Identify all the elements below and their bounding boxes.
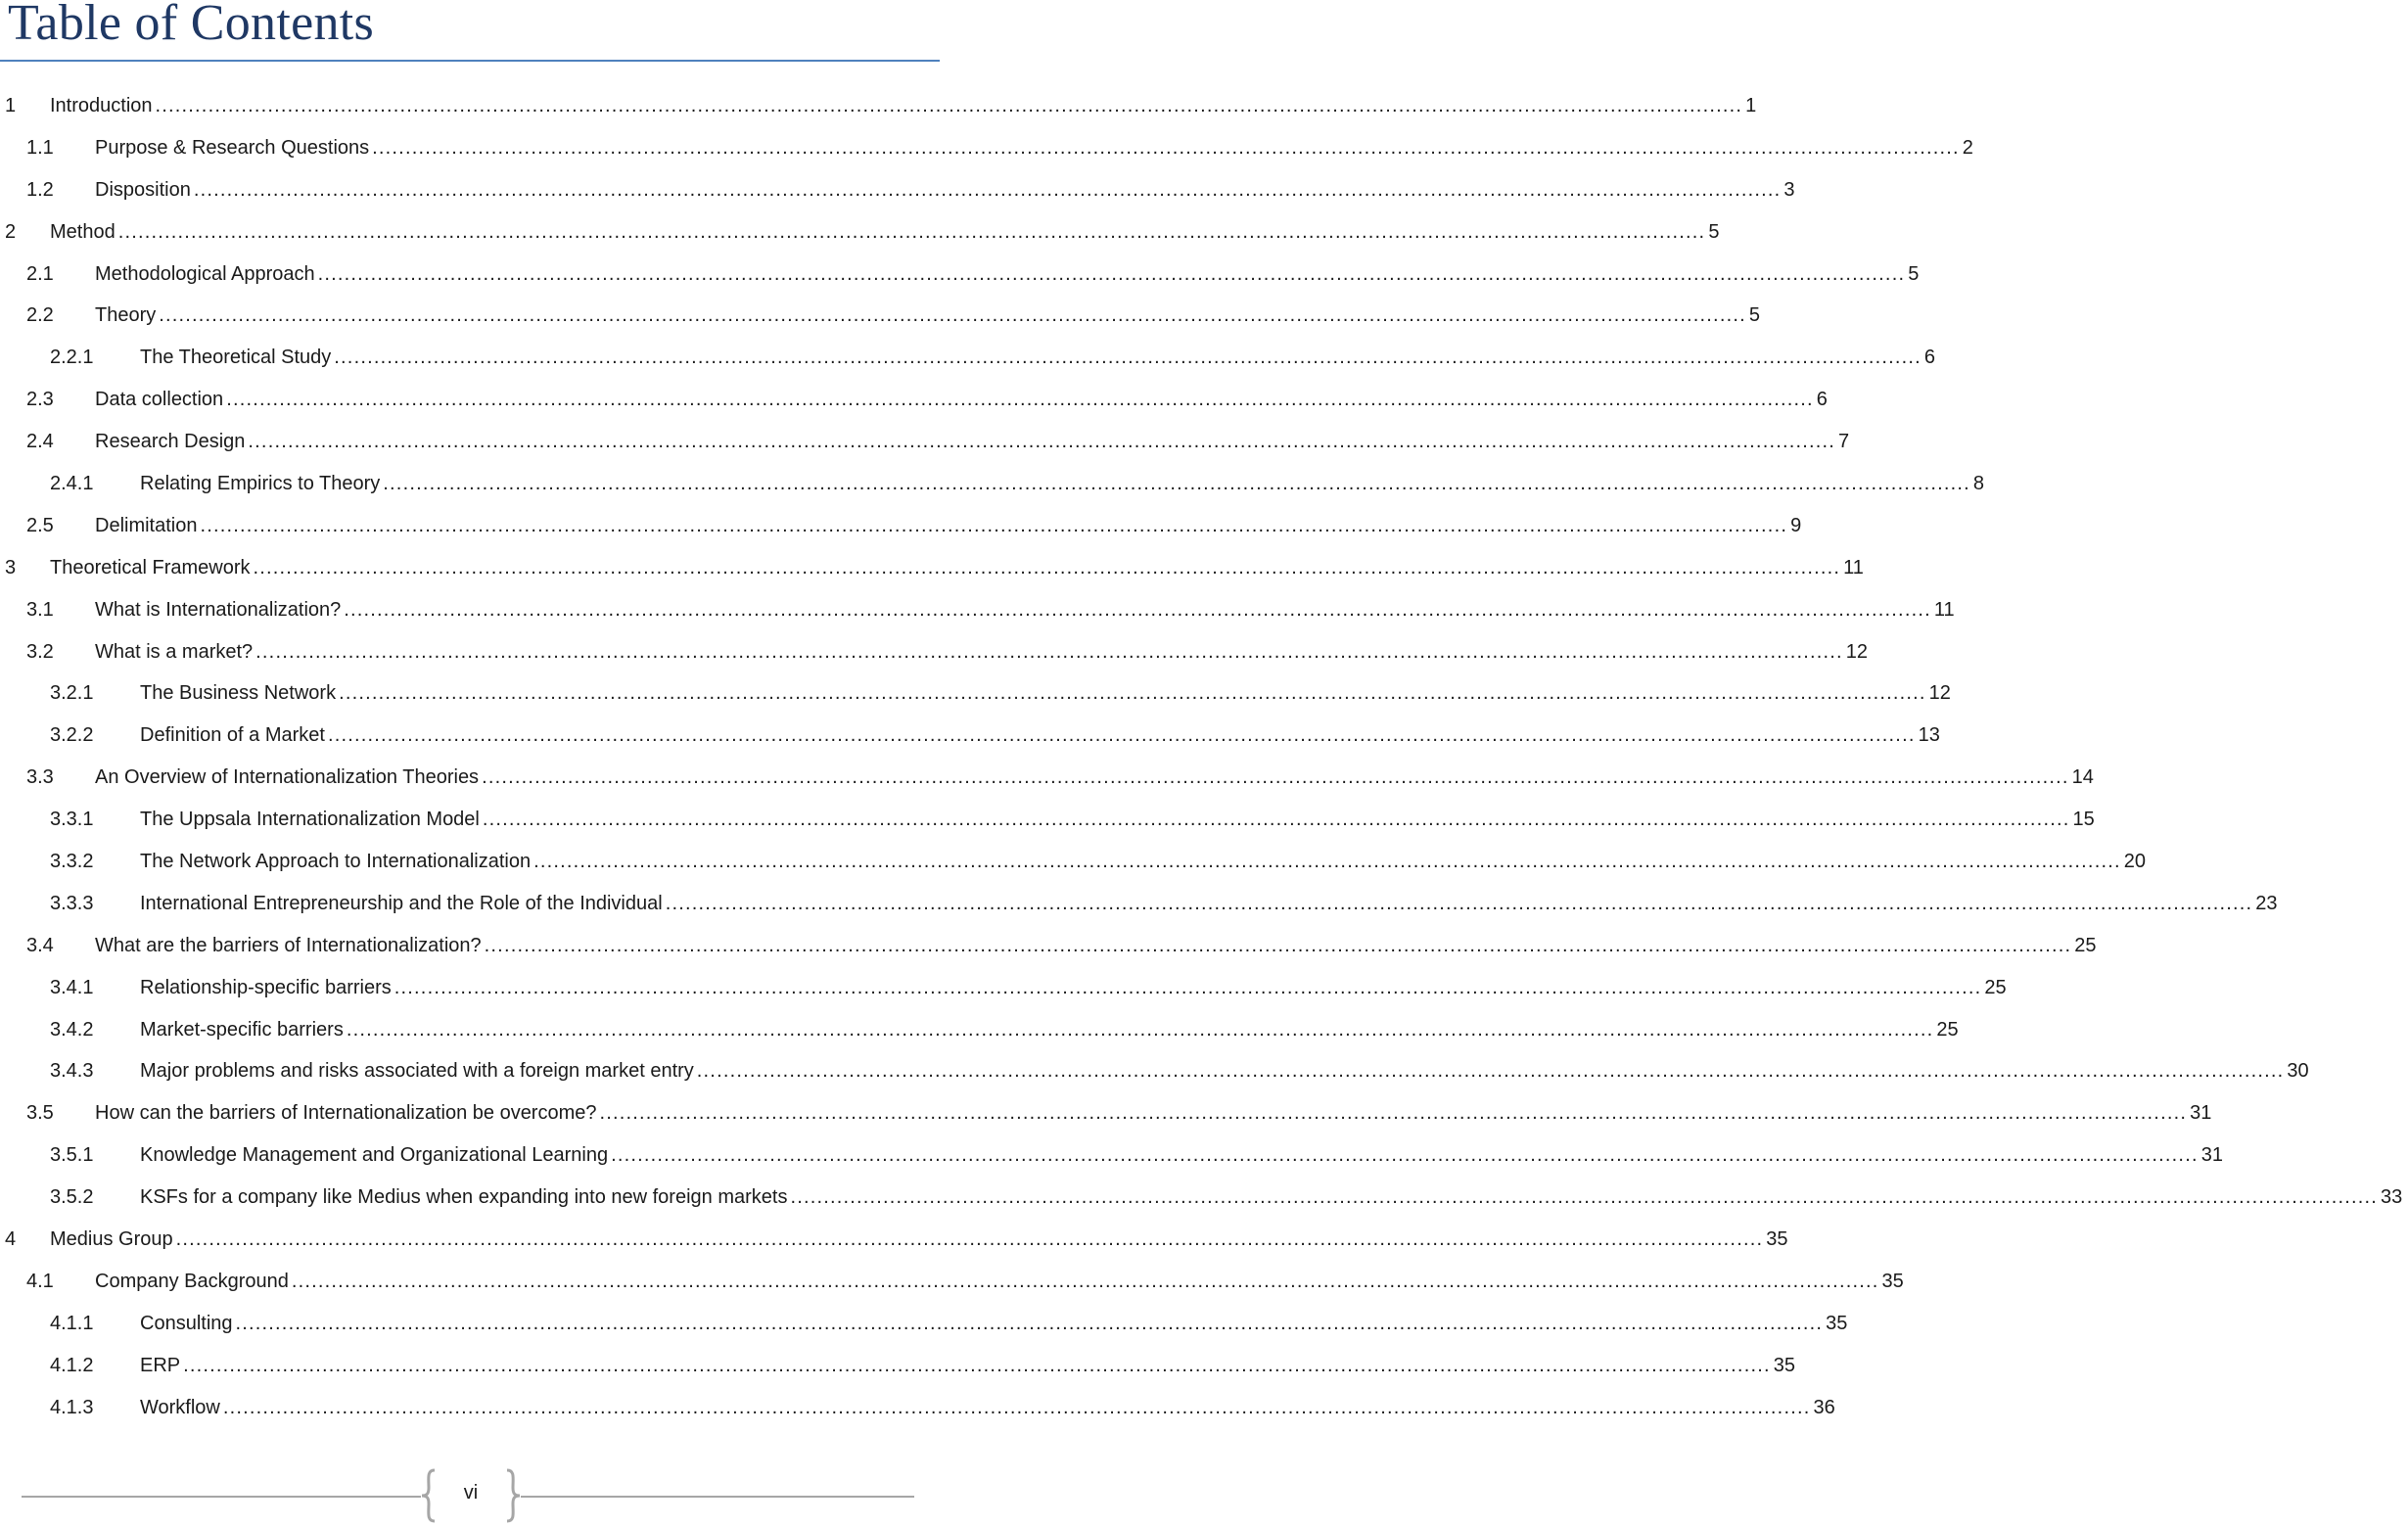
toc-entry-page: 30 — [2287, 1060, 2309, 1083]
dot-leader — [347, 1009, 1934, 1051]
toc-entry-number: 2.2.1 — [50, 347, 94, 369]
page-footer — [0, 1468, 940, 1527]
toc-entry-page: 6 — [1923, 347, 1936, 369]
toc-entry-page: 25 — [1984, 976, 2007, 998]
toc-entry-number: 3.1 — [26, 598, 54, 621]
toc-entry-page: 1 — [1745, 95, 1757, 116]
toc-entry[interactable] — [0, 967, 2007, 1009]
toc-entry[interactable] — [0, 85, 1757, 127]
toc-entry-number: 1 — [5, 95, 17, 116]
toc-list — [0, 85, 2403, 1429]
toc-entry[interactable] — [0, 757, 2094, 799]
toc-entry-number: 4.1.1 — [50, 1312, 94, 1334]
toc-entry-number: 3.4.3 — [50, 1060, 94, 1083]
toc-entry-title: Workflow — [140, 1396, 220, 1418]
toc-entry[interactable] — [0, 295, 1760, 337]
left-brace-icon — [419, 1468, 439, 1523]
dot-leader — [790, 1177, 2378, 1219]
toc-entry-title: International Entrepreneurship and the Role of the Individual — [140, 892, 663, 914]
toc-entry[interactable] — [0, 211, 1720, 254]
dot-leader — [372, 127, 1960, 169]
toc-entry[interactable] — [0, 1134, 2223, 1177]
toc-entry-page: 5 — [1748, 304, 1760, 327]
toc-entry[interactable] — [0, 925, 2097, 967]
toc-entry-page: 35 — [1766, 1228, 1788, 1251]
toc-entry-page: 11 — [1843, 556, 1864, 578]
toc-entry[interactable] — [0, 127, 1973, 169]
toc-entry-page: 13 — [1918, 724, 1940, 747]
toc-entry-title: The Theoretical Study — [140, 347, 332, 369]
toc-entry-title: Market-specific barriers — [140, 1018, 344, 1041]
dot-leader — [200, 505, 1787, 547]
toc-entry[interactable] — [0, 1219, 1788, 1261]
toc-entry-page: 2 — [1962, 136, 1973, 159]
dot-leader — [194, 169, 1782, 211]
toc-entry-title: KSFs for a company like Medius when expanding into new foreign markets — [140, 1186, 788, 1209]
dot-leader — [226, 379, 1814, 421]
toc-entry[interactable] — [0, 421, 1850, 463]
toc-entry[interactable] — [0, 1177, 2403, 1219]
toc-entry-page: 5 — [1708, 220, 1720, 243]
dot-leader — [383, 463, 1970, 505]
dot-leader — [328, 715, 1916, 757]
toc-entry-number: 2.5 — [26, 514, 54, 536]
dot-leader — [183, 1345, 1771, 1387]
toc-entry-title: Definition of a Market — [140, 724, 325, 747]
toc-entry-page: 33 — [2381, 1186, 2403, 1209]
toc-entry-title: An Overview of Internationalization Theories — [95, 766, 480, 789]
toc-entry[interactable] — [0, 1345, 1795, 1387]
toc-entry-page: 15 — [2072, 809, 2095, 831]
toc-entry-title: Method — [50, 220, 116, 243]
toc-entry-page: 8 — [1972, 473, 1985, 495]
toc-entry-title: How can the barriers of Internationalization be overcome? — [95, 1102, 597, 1125]
dot-leader — [483, 799, 2070, 841]
title-underline — [0, 60, 940, 62]
footer-rule-right — [521, 1496, 914, 1498]
toc-entry-number: 3.2 — [26, 640, 54, 663]
toc-entry[interactable] — [0, 589, 1955, 631]
toc-entry-page: 35 — [1881, 1270, 1904, 1292]
toc-entry-number: 3.3.2 — [50, 851, 94, 873]
dot-leader — [344, 589, 1931, 631]
toc-entry-page: 7 — [1838, 431, 1850, 453]
dot-leader — [611, 1134, 2199, 1177]
toc-entry-title: ERP — [140, 1354, 181, 1376]
toc-entry[interactable] — [0, 883, 2278, 925]
toc-entry-number: 4.1.2 — [50, 1354, 94, 1376]
toc-entry-title: The Business Network — [140, 682, 337, 705]
toc-entry-page: 5 — [1908, 262, 1920, 285]
dot-leader — [292, 1261, 1879, 1303]
toc-entry[interactable] — [0, 1092, 2212, 1134]
toc-entry-number: 2.2 — [26, 304, 54, 327]
dot-leader — [248, 421, 1835, 463]
toc-entry[interactable] — [0, 254, 1920, 296]
toc-entry-number: 3.3.3 — [50, 892, 94, 914]
toc-entry-title: What is a market? — [95, 640, 254, 663]
toc-entry-page: 25 — [1936, 1018, 1959, 1041]
dot-leader — [666, 883, 2253, 925]
toc-entry-title: Theoretical Framework — [50, 556, 251, 578]
toc-entry[interactable] — [0, 715, 1940, 757]
toc-entry-title: Relating Empirics to Theory — [140, 473, 381, 495]
toc-entry-title: Knowledge Management and Organizational Learning — [140, 1144, 609, 1167]
dot-leader — [236, 1303, 1824, 1345]
toc-entry-page: 3 — [1783, 178, 1795, 201]
toc-entry-page: 23 — [2255, 892, 2278, 914]
toc-entry-title: Methodological Approach — [95, 262, 315, 285]
toc-entry[interactable] — [0, 337, 1936, 379]
toc-entry-title: The Network Approach to Internationalization — [140, 851, 532, 873]
toc-entry-number: 4.1.3 — [50, 1396, 94, 1418]
toc-entry-number: 2.3 — [26, 389, 54, 411]
toc-entry-page: 20 — [2123, 851, 2146, 873]
toc-entry[interactable] — [0, 505, 1802, 547]
dot-leader — [533, 841, 2121, 883]
toc-entry[interactable] — [0, 672, 1951, 715]
toc-entry-title: What is Internationalization? — [95, 598, 342, 621]
toc-entry-title: Theory — [95, 304, 157, 327]
toc-entry-number: 3 — [5, 556, 17, 578]
toc-entry-number: 1.2 — [26, 178, 54, 201]
toc-entry-number: 3.5.2 — [50, 1186, 94, 1209]
toc-entry-page: 31 — [2190, 1102, 2212, 1125]
toc-entry-title: Data collection — [95, 389, 224, 411]
toc-entry-number: 3.2.1 — [50, 682, 94, 705]
dot-leader — [334, 337, 1922, 379]
dot-leader — [255, 631, 1843, 673]
toc-entry-page: 35 — [1773, 1354, 1795, 1376]
dot-leader — [482, 757, 2069, 799]
toc-entry-number: 4.1 — [26, 1270, 54, 1292]
toc-entry-page: 14 — [2071, 766, 2094, 789]
toc-entry-page: 12 — [1928, 682, 1951, 705]
toc-entry[interactable] — [0, 547, 1864, 589]
toc-entry[interactable] — [0, 631, 1869, 673]
toc-entry-number: 3.5 — [26, 1102, 54, 1125]
toc-entry[interactable] — [0, 1387, 1835, 1429]
toc-entry-page: 31 — [2200, 1144, 2223, 1167]
dot-leader — [485, 925, 2072, 967]
toc-entry-title: Purpose & Research Questions — [95, 136, 370, 159]
toc-entry[interactable] — [0, 169, 1795, 211]
toc-entry-title: Consulting — [140, 1312, 233, 1334]
toc-entry-page: 25 — [2074, 934, 2097, 956]
toc-entry-page: 9 — [1790, 514, 1802, 536]
toc-entry-title: Major problems and risks associated with a foreign market entry — [140, 1060, 694, 1083]
toc-entry-page: 11 — [1933, 598, 1955, 621]
toc-entry-title: Delimitation — [95, 514, 198, 536]
toc-entry[interactable] — [0, 799, 2095, 841]
dot-leader — [159, 295, 1746, 337]
toc-entry[interactable] — [0, 463, 1985, 505]
page-number: vi — [463, 1482, 479, 1504]
toc-entry-number: 2 — [5, 220, 17, 243]
dot-leader — [697, 1050, 2285, 1092]
dot-leader — [176, 1219, 1764, 1261]
dot-leader — [394, 967, 1982, 1009]
toc-entry-title: Introduction — [50, 95, 153, 116]
dot-leader — [156, 85, 1743, 127]
toc-entry-number: 3.4 — [26, 934, 54, 956]
toc-entry-number: 3.3 — [26, 766, 54, 789]
footer-rule-left — [22, 1496, 421, 1498]
toc-entry[interactable] — [0, 1303, 1848, 1345]
toc-entry-title: Disposition — [95, 178, 191, 201]
toc-entry-page: 12 — [1845, 640, 1869, 663]
toc-entry-title: Medius Group — [50, 1228, 173, 1251]
toc-entry-number: 2.1 — [26, 262, 54, 285]
toc-entry-number: 2.4 — [26, 431, 54, 453]
toc-entry-number: 2.4.1 — [50, 473, 94, 495]
toc-entry-page: 35 — [1826, 1312, 1848, 1334]
toc-entry-page: 36 — [1813, 1396, 1835, 1418]
toc-entry-title: Company Background — [95, 1270, 289, 1292]
toc-entry[interactable] — [0, 1009, 1959, 1051]
toc-entry-title: What are the barriers of Internationalization? — [95, 934, 482, 956]
toc-entry[interactable] — [0, 841, 2146, 883]
toc-entry-title: Research Design — [95, 431, 246, 453]
toc-entry-number: 4 — [5, 1228, 17, 1251]
dot-leader — [600, 1092, 2188, 1134]
toc-entry-number: 3.5.1 — [50, 1144, 94, 1167]
toc-entry[interactable] — [0, 379, 1828, 421]
dot-leader — [339, 672, 1926, 715]
right-brace-icon — [503, 1468, 523, 1523]
toc-entry[interactable] — [0, 1050, 2309, 1092]
dot-leader — [223, 1387, 1811, 1429]
dot-leader — [254, 547, 1841, 589]
toc-entry-number: 3.4.2 — [50, 1018, 94, 1041]
dot-leader — [118, 211, 1706, 254]
toc-entry-title: Relationship-specific barriers — [140, 976, 392, 998]
toc-entry-title: The Uppsala Internationalization Model — [140, 809, 480, 831]
toc-entry-number: 3.3.1 — [50, 809, 94, 831]
dot-leader — [318, 254, 1906, 296]
toc-entry[interactable] — [0, 1261, 1904, 1303]
toc-entry-number: 3.2.2 — [50, 724, 94, 747]
page-title: Table of Contents — [8, 0, 375, 51]
toc-entry-page: 6 — [1816, 389, 1828, 411]
toc-entry-number: 3.4.1 — [50, 976, 94, 998]
toc-entry-number: 1.1 — [26, 136, 54, 159]
